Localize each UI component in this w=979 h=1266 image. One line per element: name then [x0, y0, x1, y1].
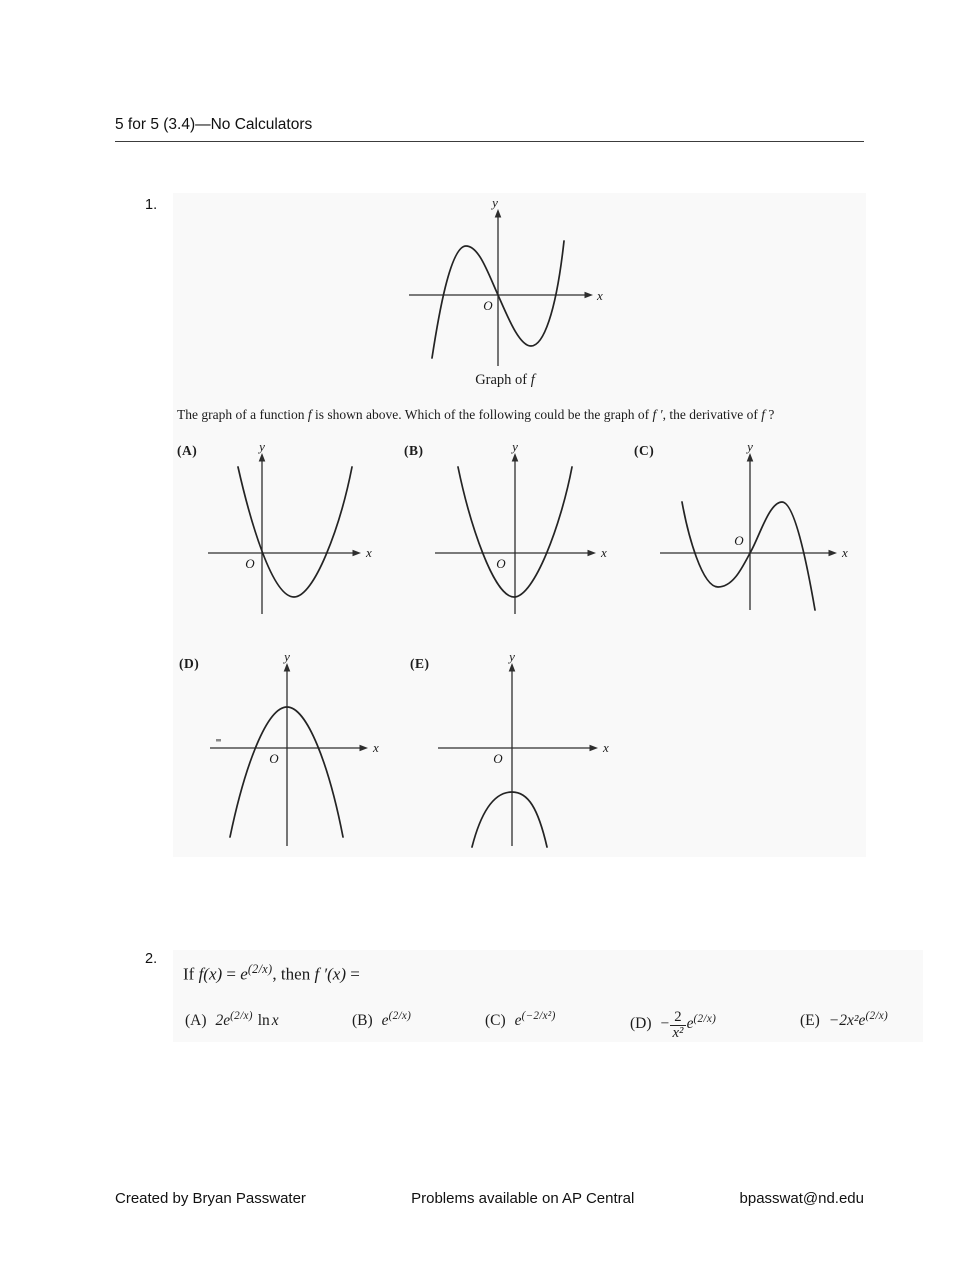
- x-axis-label: x: [366, 545, 372, 560]
- page-title: 5 for 5 (3.4)—No Calculators: [115, 116, 313, 133]
- choice-e-graph: [430, 650, 610, 850]
- q2-choice-d: (D) − $\frac{2}{\text{x²}}$ $e^{(2/x)}$: [630, 1009, 717, 1041]
- footer-author: Created by Bryan Passwater: [115, 1190, 306, 1207]
- choice-c-label: (C): [634, 443, 655, 458]
- x-axis-label: x: [603, 740, 609, 755]
- footer-email: bpasswat@nd.edu: [739, 1190, 864, 1207]
- x-axis-label: x: [601, 545, 607, 560]
- graph-of-f: [400, 196, 610, 376]
- choice-a-label: (A): [177, 443, 198, 458]
- origin-label: O: [483, 298, 493, 313]
- x-axis-label: x: [597, 288, 603, 303]
- q2-choice-e: $(E) -2x^2e^{(2/x)}$: [800, 1010, 888, 1030]
- y-axis-label: y: [259, 439, 265, 454]
- question-1-number: 1.: [145, 197, 158, 213]
- footer: [115, 1190, 864, 1207]
- y-axis-label: y: [747, 439, 753, 454]
- origin-label: O: [269, 751, 279, 766]
- question-2-block: [173, 950, 923, 1042]
- q2-choice-b: (B) $e^{(2/x)}$: [352, 1010, 412, 1030]
- footer-source: Problems available on AP Central: [411, 1190, 635, 1207]
- choice-b-label: (B): [404, 443, 424, 458]
- origin-label: O: [245, 556, 255, 571]
- y-axis-label: y: [284, 649, 290, 664]
- question-2-number: 2.: [145, 951, 158, 967]
- graph-caption: Graph of f: [475, 372, 535, 388]
- choice-a-curve: [238, 467, 352, 597]
- question-1-figure-block: [173, 193, 866, 857]
- y-axis-label: y: [492, 195, 498, 210]
- origin-label: O: [734, 533, 744, 548]
- q2-choice-a: (A) $2e^{(2/x)}$ ln x: [185, 1010, 279, 1030]
- fraction: $\frac{2}{\text{x²}}$: [670, 1010, 685, 1041]
- choice-d-label: (D): [179, 656, 200, 671]
- x-axis-label: x: [842, 545, 848, 560]
- choice-a-graph: [200, 440, 380, 618]
- choice-d-graph: [205, 650, 385, 850]
- header-rule: [115, 141, 864, 142]
- y-axis-label: y: [512, 439, 518, 454]
- choice-c-graph: [655, 440, 860, 618]
- choice-e-curve: [472, 792, 547, 847]
- question-1-prompt: The graph of a function f is shown above. Which of the following could be the graph of f ′, the derivative of f ?: [177, 407, 775, 422]
- choice-b-graph: [430, 440, 612, 620]
- question-2-stem: If $f(x) = e^{(2/x)}$, then f ′(x) =: [183, 962, 360, 984]
- q2-choice-c: (C) $e^{(-2/x^2)}$: [485, 1010, 556, 1030]
- choice-e-label: (E): [410, 656, 430, 671]
- origin-label: O: [493, 751, 503, 766]
- scan-speck: [216, 739, 221, 742]
- choice-c-curve: [682, 502, 815, 610]
- y-axis-label: y: [509, 649, 515, 664]
- origin-label: O: [496, 556, 506, 571]
- x-axis-label: x: [373, 740, 379, 755]
